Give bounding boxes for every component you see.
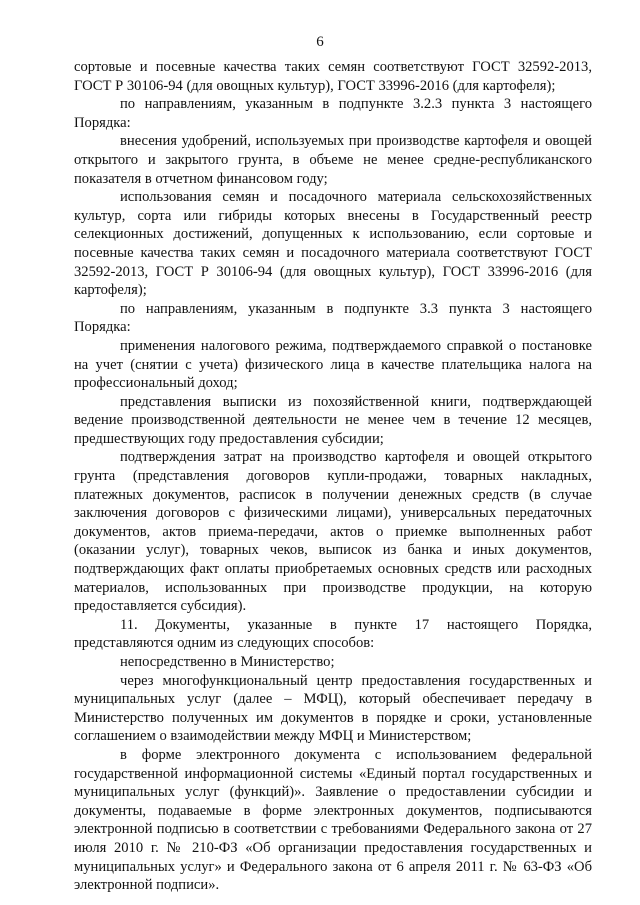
paragraph: через многофункциональный центр предоставления государственных и муниципальных услуг (далее – МФЦ), который обеспечивает передачу в Министерство полученных им документов в порядке и сроки, установленные соглашением о взаимодействии между МФЦ и Министерством;: [74, 672, 592, 745]
paragraph: подтверждения затрат на производство картофеля и овощей открытого грунта (представления договоров купли-продажи, товарных накладных, платежных документов, расписок в получении денежных средств (в случае заключения договоров с физическими лицами), универсальных передаточных документов, актов приема-передачи, актов о приемке выполненных работ (оказании услуг), товарных чеков, выписок из банка и иных документов, подтверждающих факт оплаты приобретаемых основных средств или расходных материалов, использованных при производстве продукции, на которую предоставляется субсидия).: [74, 449, 592, 615]
page-number: 6: [316, 34, 324, 50]
paragraph: внесения удобрений, используемых при производстве картофеля и овощей открытого и закрытого грунта, в объеме не менее средне-республиканского показателя в отчетном финансовом году;: [74, 133, 592, 187]
paragraph: по направлениям, указанным в подпункте 3.3 пункта 3 настоящего Порядка:: [74, 300, 592, 336]
document-body: [74, 58, 592, 895]
paragraph: в форме электронного документа с использованием федеральной государственной информационной системы «Единый портал государственных и муниципальных услуг (функций)». Заявление о предоставлении субсидии и документы, подаваемые в форме электронных документов, подписываются электронной подписью в соответствии с требованиями Федерального закона от 27 июля 2010 г. № 210-ФЗ «Об организации предоставления государственных и муниципальных услуг» и Федерального закона от 6 апреля 2011 г. № 63-ФЗ «Об электронной подписи».: [74, 746, 592, 894]
paragraph: представления выписки из похозяйственной книги, подтверждающей ведение производственной деятельности не менее чем в течение 12 месяцев, предшествующих году предоставления субсидии;: [74, 393, 592, 447]
paragraph: применения налогового режима, подтверждаемого справкой о постановке на учет (снятии с учета) физического лица в качестве плательщика налога на профессиональный доход;: [74, 337, 592, 392]
paragraph: использования семян и посадочного материала сельскохозяйственных культур, сорта или гибриды которых внесены в Государственный реестр селекционных достижений, допущенных к использованию, если сортовые и посевные качества таких семян и посадочного материала соответствуют ГОСТ 32592-2013, ГОСТ Р 30106-94 (для овощных культур), ГОСТ 33996-2016 (для картофеля);: [74, 189, 592, 299]
paragraph: сортовые и посевные качества таких семян соответствуют ГОСТ 32592-2013, ГОСТ Р 30106-94 (для овощных культур), ГОСТ 33996-2016 (для картофеля);: [74, 59, 592, 94]
paragraph: 11. Документы, указанные в пункте 17 настоящего Порядка, представляются одним из следующих способов:: [74, 616, 592, 652]
paragraph: непосредственно в Министерство;: [120, 654, 335, 670]
paragraph: по направлениям, указанным в подпункте 3.2.3 пункта 3 настоящего Порядка:: [74, 96, 592, 131]
